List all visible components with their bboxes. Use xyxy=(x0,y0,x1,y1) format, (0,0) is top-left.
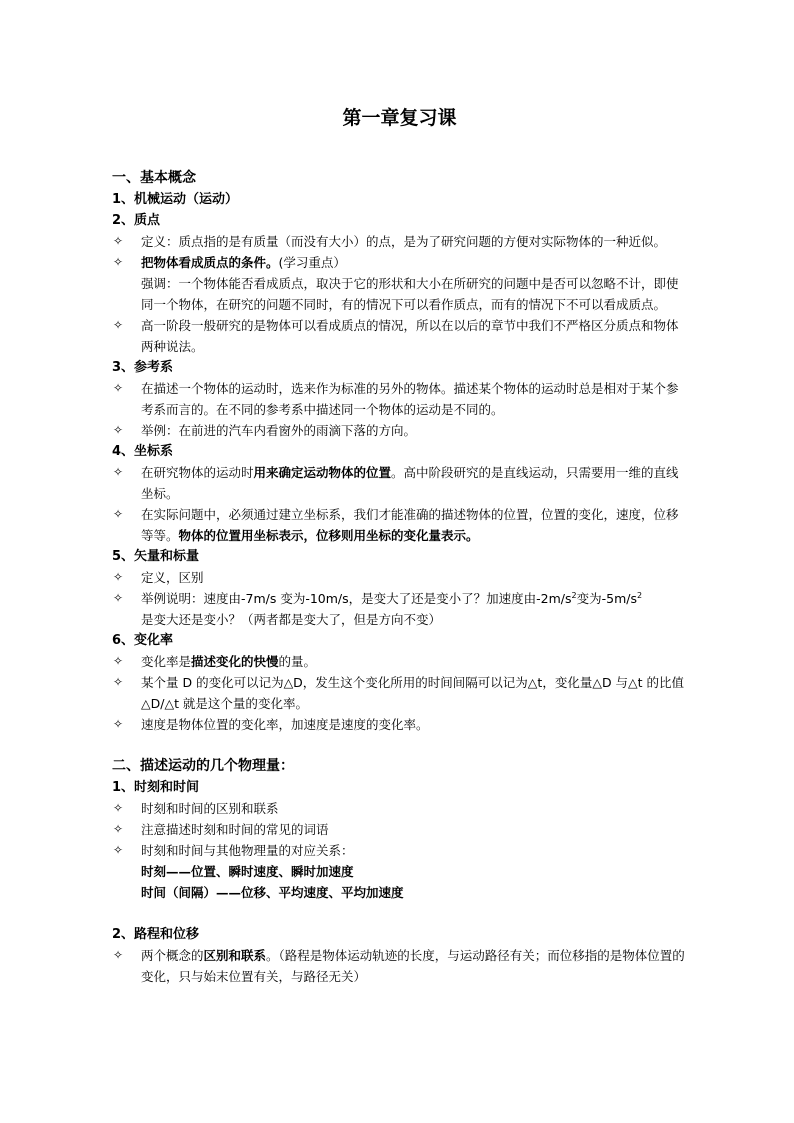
bullet-text: 。（路程是物体运动轨迹的长度，与运动路径有关；而位移指的是物体位置的变化，只与始末位置有关，与路径无关） xyxy=(141,948,685,984)
bullet-text: 。高中阶段研究的是直线运动，只需要用一维的直线坐标。 xyxy=(141,465,679,501)
list-item xyxy=(112,651,687,672)
diamond-bullet-icon: ✧ xyxy=(113,381,124,395)
spacer xyxy=(112,735,687,756)
list-item xyxy=(112,588,687,630)
list-item xyxy=(112,231,687,252)
diamond-bullet-icon: ✧ xyxy=(113,843,124,857)
diamond-bullet-icon: ✧ xyxy=(113,255,124,269)
subheading-distance-displacement: 2、路程和位移 xyxy=(112,927,200,942)
list-item xyxy=(112,252,687,273)
bullet-text: (学习重点） xyxy=(278,255,346,270)
diamond-bullet-icon: ✧ xyxy=(113,423,124,437)
bullet-text: 变为-5m/s xyxy=(576,591,637,606)
bullet-text: 举例说明：速度由-7m/s 变为-10m/s，是变大了还是变小了？加速度由-2m/s xyxy=(141,591,572,606)
diamond-bullet-icon: ✧ xyxy=(113,801,124,815)
list-item xyxy=(112,504,687,546)
bullet-text: 注意描述时刻和时间的常见的词语 xyxy=(141,822,329,837)
diamond-bullet-icon: ✧ xyxy=(113,675,124,689)
bullet-text: 时刻和时间的区别和联系 xyxy=(141,801,279,816)
diamond-bullet-icon: ✧ xyxy=(113,465,124,479)
diamond-bullet-icon: ✧ xyxy=(113,717,124,731)
emphasis-note: 强调：一个物体能否看成质点，取决于它的形状和大小在所研究的问题中是否可以忽略不计，即使同一个物体，在研究的问题不同时，有的情况下可以看作质点，而有的情况下不可以看成质点。 xyxy=(141,276,679,312)
bullet-text-bold: 把物体看成质点的条件。 xyxy=(141,255,279,270)
section-heading-physical-quantities: 二、描述运动的几个物理量： xyxy=(112,758,294,774)
diamond-bullet-icon: ✧ xyxy=(113,318,124,332)
subheading-vector-scalar: 5、矢量和标量 xyxy=(112,549,200,564)
list-item xyxy=(112,840,687,861)
bullet-text: 定义：质点指的是有质量（而没有大小）的点，是为了研究问题的方便对实际物体的一种近似。 xyxy=(141,234,667,249)
list-item xyxy=(112,420,687,441)
list-item xyxy=(112,672,687,714)
correspondence-line: 时刻——位置、瞬时速度、瞬时加速度 xyxy=(141,864,354,879)
bullet-text: 在实际问题中，必须通过建立坐标系，我们才能准确的描述物体的位置，位置的变化，速度，位移等等。 xyxy=(141,507,679,543)
diamond-bullet-icon: ✧ xyxy=(113,570,124,584)
document-content xyxy=(112,104,687,987)
subheading-mechanical-motion: 1、机械运动（运动） xyxy=(112,192,239,207)
bullet-text: 在描述一个物体的运动时，选来作为标准的另外的物体。描述某个物体的运动时总是相对于某个参考系而言的。在不同的参考系中描述同一个物体的运动是不同的。 xyxy=(141,381,679,417)
superscript: 2 xyxy=(637,590,643,600)
subheading-particle: 2、质点 xyxy=(112,213,161,228)
subheading-coordinate-system: 4、坐标系 xyxy=(112,444,174,459)
section-heading-basic-concepts: 一、基本概念 xyxy=(112,170,196,186)
subheading-time: 1、时刻和时间 xyxy=(112,780,200,795)
subheading-reference-frame: 3、参考系 xyxy=(112,360,174,375)
list-item xyxy=(112,315,687,357)
bullet-text-bold: 区别和联系 xyxy=(203,948,267,963)
bullet-text: 变化率是 xyxy=(141,654,192,669)
list-item xyxy=(112,714,687,735)
bullet-text: 高一阶段一般研究的是物体可以看成质点的情况，所以在以后的章节中我们不严格区分质点和物体两种说法。 xyxy=(141,318,679,354)
subheading-rate-of-change: 6、变化率 xyxy=(112,633,174,648)
bullet-text: 时刻和时间与其他物理量的对应关系： xyxy=(141,843,354,858)
list-item xyxy=(112,819,687,840)
diamond-bullet-icon: ✧ xyxy=(113,654,124,668)
list-item xyxy=(112,462,687,504)
diamond-bullet-icon: ✧ xyxy=(113,234,124,248)
bullet-text: 某个量 D 的变化可以记为△D，发生这个变化所用的时间间隔可以记为△t，变化量△D 与△t 的比值△D/△t 就是这个量的变化率。 xyxy=(141,675,685,711)
list-item xyxy=(112,945,687,987)
bullet-text-bold: 用来确定运动物体的位置 xyxy=(253,465,392,480)
bullet-text-bold: 物体的位置用坐标表示，位移则用坐标的变化量表示。 xyxy=(178,528,479,543)
diamond-bullet-icon: ✧ xyxy=(113,507,124,521)
bullet-text: 定义，区别 xyxy=(141,570,204,585)
list-item xyxy=(112,567,687,588)
spacer xyxy=(112,903,687,924)
superscript: 2 xyxy=(571,590,577,600)
bullet-text: 两个概念的 xyxy=(141,948,204,963)
diamond-bullet-icon: ✧ xyxy=(113,591,124,605)
bullet-text: 是变大还是变小？（两者都是变大了，但是方向不变） xyxy=(141,612,442,627)
bullet-text: 的量。 xyxy=(278,654,317,669)
bullet-text: 在研究物体的运动时 xyxy=(141,465,254,480)
page-title: 第一章复习课 xyxy=(342,107,457,129)
bullet-text: 举例：在前进的汽车内看窗外的雨滴下落的方向。 xyxy=(141,423,417,438)
bullet-text: 速度是物体位置的变化率，加速度是速度的变化率。 xyxy=(141,717,429,732)
list-item xyxy=(112,798,687,819)
diamond-bullet-icon: ✧ xyxy=(113,948,124,962)
correspondence-line: 时间（间隔）——位移、平均速度、平均加速度 xyxy=(141,885,404,900)
diamond-bullet-icon: ✧ xyxy=(113,822,124,836)
bullet-text-bold: 描述变化的快慢 xyxy=(191,654,279,669)
list-item xyxy=(112,378,687,420)
